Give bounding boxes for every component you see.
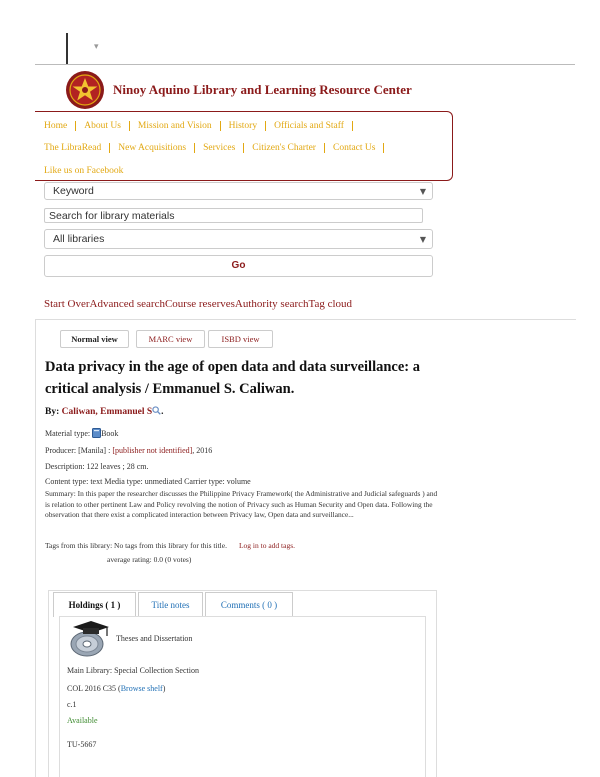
nav-item-new-acquisitions[interactable]: New Acquisitions bbox=[110, 143, 195, 153]
nav-item-home[interactable]: Home bbox=[35, 121, 76, 131]
nav-item-libraread[interactable]: The LibraRead bbox=[35, 143, 110, 153]
browse-shelf-link[interactable]: Browse shelf bbox=[120, 684, 163, 693]
nav-item-citizens-charter[interactable]: Citizen's Charter bbox=[244, 143, 325, 153]
go-button[interactable]: Go bbox=[44, 255, 433, 277]
item-type-label: Theses and Dissertation bbox=[116, 634, 193, 643]
library-select-value: All libraries bbox=[53, 233, 105, 245]
tab-holdings[interactable]: Holdings ( 1 ) bbox=[53, 592, 136, 617]
description-line: Description: 122 leaves ; 28 cm. bbox=[45, 462, 149, 471]
author-line: By: Caliwan, Emmanuel S . bbox=[45, 407, 164, 417]
authority-search-link[interactable]: Authority search bbox=[234, 298, 309, 310]
tag-cloud-link[interactable]: Tag cloud bbox=[308, 298, 353, 310]
start-over-link[interactable]: Start Over bbox=[44, 298, 90, 310]
holding-call-number-line: COL 2016 C35 (Browse shelf) bbox=[67, 684, 166, 693]
tags-text: Tags from this library: No tags from this library for this title. bbox=[45, 541, 227, 550]
library-logo[interactable] bbox=[65, 70, 105, 110]
isbd-view-button[interactable]: ISBD view bbox=[208, 330, 273, 348]
material-type-value: Book bbox=[101, 429, 119, 438]
thesis-disc-icon bbox=[67, 619, 111, 657]
nav-item-about[interactable]: About Us bbox=[76, 121, 130, 131]
producer-label: Producer: [Manila] : bbox=[45, 446, 111, 455]
holding-status: Available bbox=[67, 716, 98, 725]
login-to-tag-link[interactable]: Log in to add tags. bbox=[238, 541, 295, 550]
content-type-line: Content type: text Media type: unmediated Carrier type: volume bbox=[45, 477, 251, 486]
chevron-down-icon[interactable]: ▾ bbox=[94, 42, 99, 52]
by-label: By: bbox=[45, 407, 60, 417]
search-index-select[interactable] bbox=[44, 182, 433, 200]
publisher-link[interactable]: [publisher not identified] bbox=[112, 446, 193, 455]
material-type-label: Material type: bbox=[45, 429, 91, 438]
nav-row-2 bbox=[35, 143, 384, 161]
holding-barcode: TU-5667 bbox=[67, 740, 97, 749]
quick-links bbox=[44, 298, 352, 310]
rating-text: average rating: 0.0 (0 votes) bbox=[107, 555, 192, 564]
holdings-panel bbox=[59, 616, 426, 777]
book-icon bbox=[92, 428, 101, 438]
top-bar bbox=[0, 0, 600, 66]
tab-comments[interactable]: Comments ( 0 ) bbox=[205, 592, 293, 617]
top-divider bbox=[35, 64, 575, 65]
site-header bbox=[35, 70, 455, 114]
marc-view-button[interactable]: MARC view bbox=[136, 330, 205, 348]
search-index-value: Keyword bbox=[53, 185, 94, 197]
nav-item-facebook[interactable]: Like us on Facebook bbox=[44, 166, 124, 176]
chevron-down-icon: ▼ bbox=[419, 235, 426, 244]
nav-item-officials[interactable]: Officials and Staff bbox=[266, 121, 353, 131]
producer-year: , 2016 bbox=[192, 446, 213, 455]
nav-item-contact[interactable]: Contact Us bbox=[325, 143, 384, 153]
toolbar-divider bbox=[66, 33, 68, 65]
chevron-down-icon: ▼ bbox=[419, 187, 426, 196]
library-title: Ninoy Aquino Library and Learning Resource Center bbox=[113, 82, 412, 97]
material-type-line bbox=[45, 428, 118, 438]
summary-text: Summary: In this paper the researcher discusses the Philippine Privacy Framework( the Administrative and Judicial safeguards ) and is relation to other pertinent Law and Policy revolving the notion of Privacy such as Human Security and Open data. Following the observation that there exist a complicated interaction between Privacy law, Open data and surveillance... bbox=[45, 489, 438, 519]
author-link[interactable]: Caliwan, Emmanuel S bbox=[61, 407, 153, 417]
advanced-search-link[interactable]: Advanced search bbox=[89, 298, 165, 310]
main-nav bbox=[35, 111, 453, 181]
library-select[interactable] bbox=[44, 229, 433, 249]
magnifier-icon[interactable] bbox=[152, 406, 161, 415]
search-input[interactable] bbox=[44, 208, 423, 223]
holding-copy: c.1 bbox=[67, 700, 77, 709]
call-number: COL 2016 C35 bbox=[67, 684, 117, 693]
tags-line bbox=[45, 541, 295, 550]
nav-row-1 bbox=[35, 121, 353, 139]
nav-item-services[interactable]: Services bbox=[195, 143, 244, 153]
nav-item-mission[interactable]: Mission and Vision bbox=[130, 121, 221, 131]
course-reserves-link[interactable]: Course reserves bbox=[164, 298, 235, 310]
producer-line bbox=[45, 446, 212, 455]
search-input-placeholder: Search for library materials bbox=[49, 210, 175, 222]
record-title: Data privacy in the age of open data and data surveillance: a critical analysis / Emmanuel S. Caliwan. bbox=[45, 359, 420, 397]
normal-view-button[interactable]: Normal view bbox=[60, 330, 129, 348]
holding-location: Main Library: Special Collection Section bbox=[67, 666, 199, 675]
tab-title-notes[interactable]: Title notes bbox=[138, 592, 203, 617]
nav-item-history[interactable]: History bbox=[221, 121, 267, 131]
